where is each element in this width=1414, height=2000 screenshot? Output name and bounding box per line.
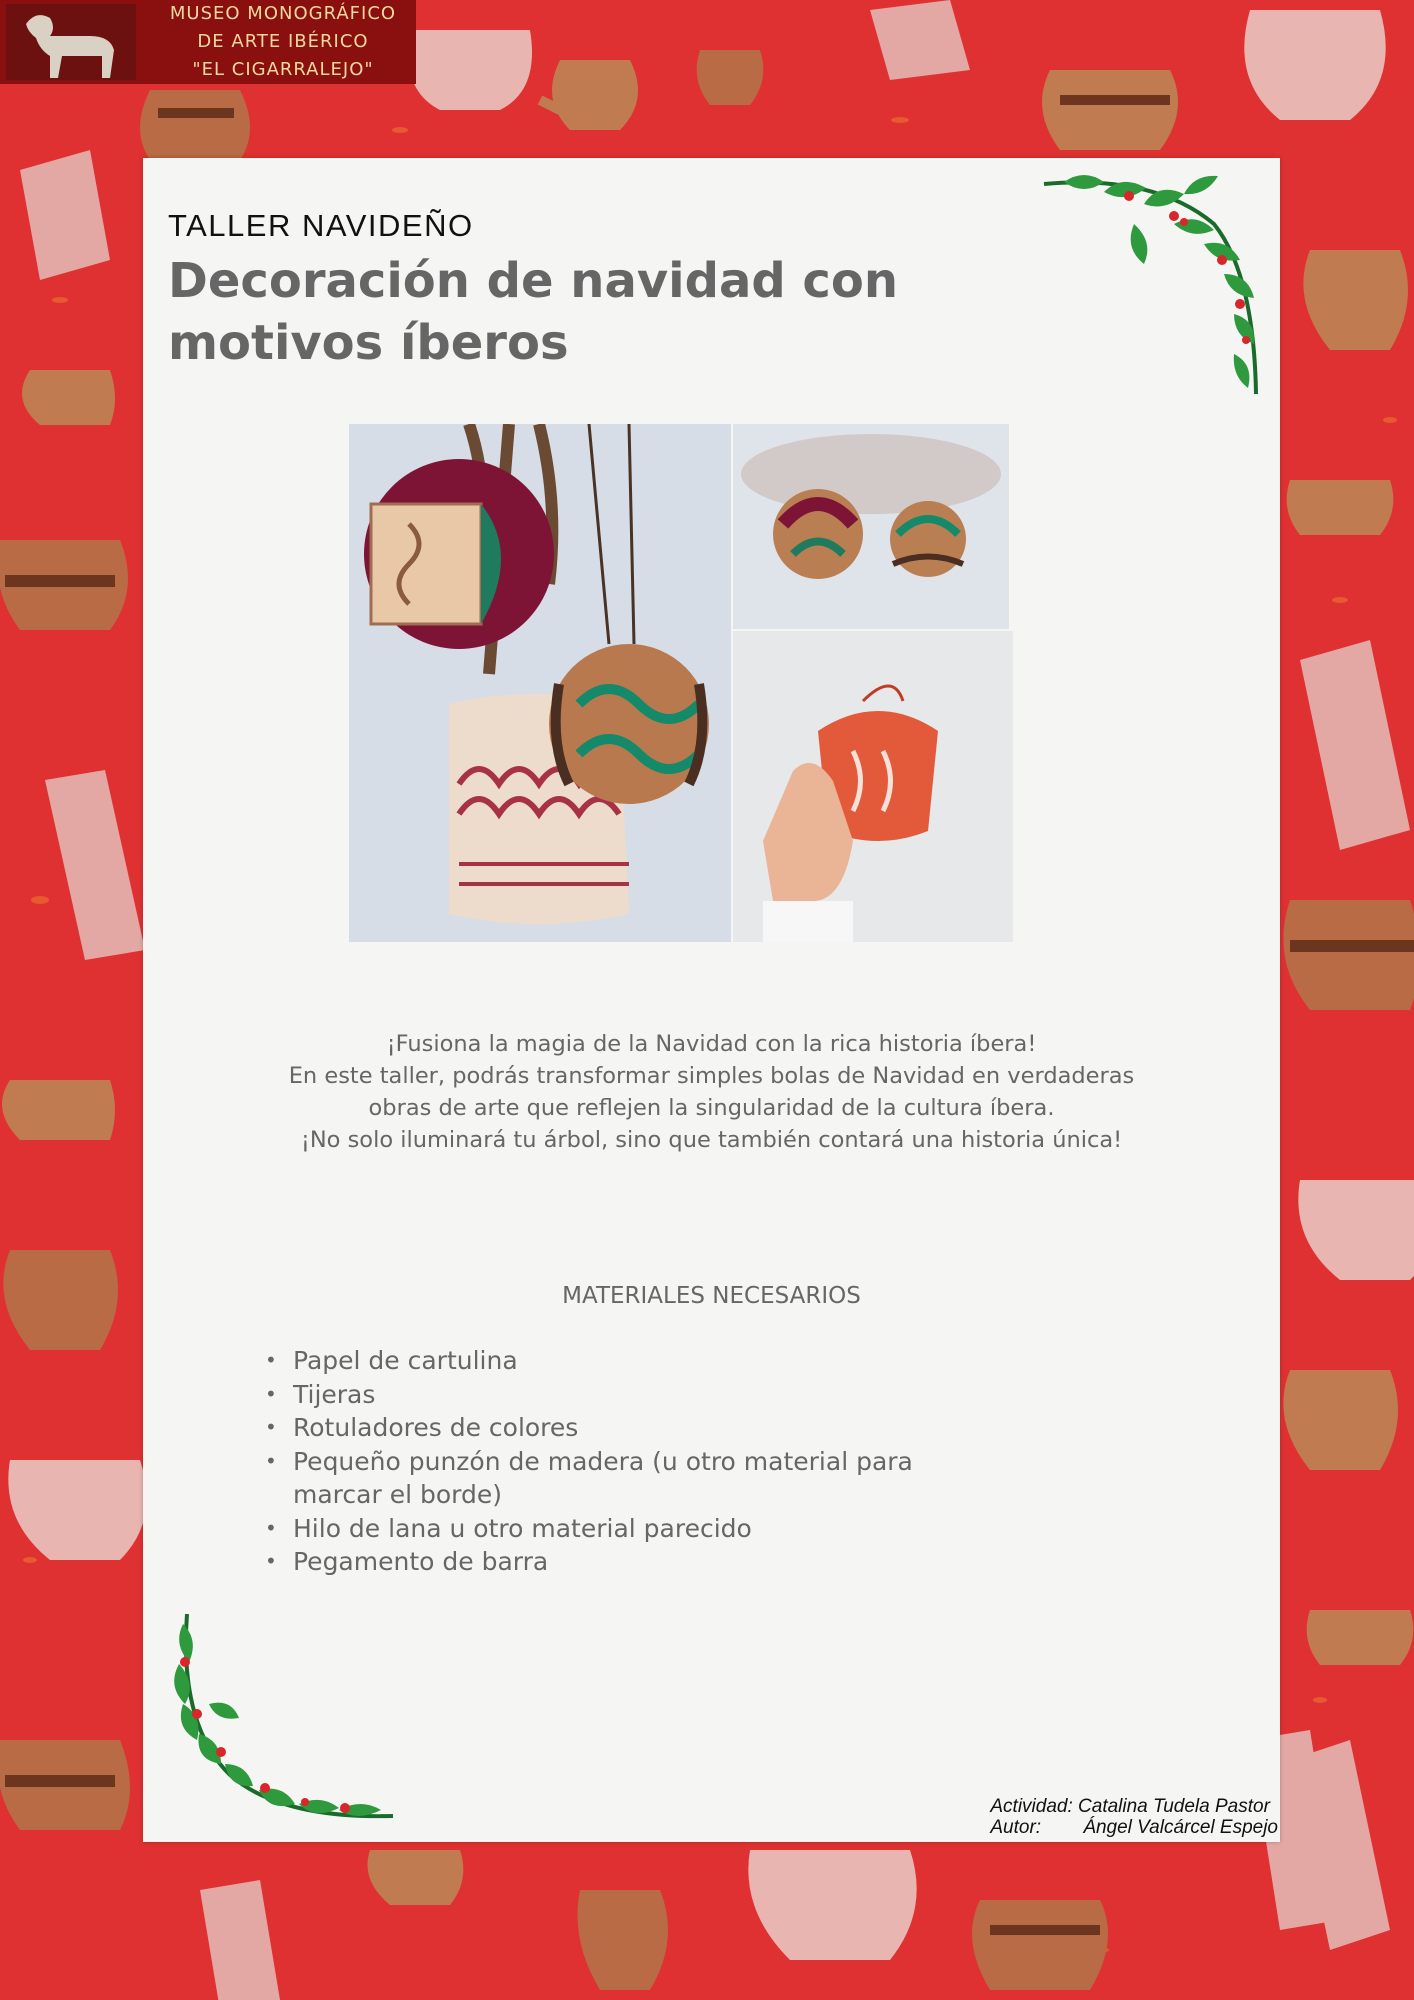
- list-item: • Rotuladores de colores: [293, 1411, 993, 1445]
- ornament-photo-collage: [349, 424, 1013, 942]
- intro-line-2: En este taller, podrás transformar simples bolas de Navidad en verdaderas: [288, 1063, 1135, 1089]
- credits-block: [990, 1796, 1278, 1838]
- workshop-description: [203, 1028, 1220, 1156]
- workshop-title: Decoración de navidad con motivos íberos: [168, 253, 899, 371]
- holly-corner-bottom-left-icon: [169, 1604, 399, 1834]
- museum-logo: [0, 0, 416, 84]
- logo-line-1: MUSEO MONOGRÁFICO: [169, 3, 397, 24]
- list-item: • Hilo de lana u otro material parecido: [293, 1512, 993, 1546]
- materials-heading: MATERIALES NECESARIOS: [562, 1283, 861, 1309]
- logo-line-2: DE ARTE IBÉRICO: [197, 31, 369, 52]
- author-label: Autor:: [990, 1817, 1042, 1838]
- list-item: • Tijeras: [293, 1378, 993, 1412]
- intro-line-3: obras de arte que reflejen la singularidad de la cultura íbera.: [368, 1095, 1055, 1121]
- list-item: • Pequeño punzón de madera (u otro material para marcar el borde): [293, 1445, 993, 1512]
- workshop-kicker: TALLER NAVIDEÑO: [168, 208, 474, 243]
- activity-label: Actividad:: [990, 1796, 1073, 1817]
- horse-sculpture-icon: [6, 4, 136, 80]
- hand-holding-ornament-photo: [733, 631, 1013, 942]
- materials-list: [293, 1344, 993, 1579]
- workshop-flyer: [143, 158, 1280, 1842]
- activity-name: Catalina Tudela Pastor: [1078, 1796, 1270, 1817]
- intro-line-4: ¡No solo iluminará tu árbol, sino que también contará una historia única!: [300, 1127, 1123, 1153]
- intro-line-1: ¡Fusiona la magia de la Navidad con la rica historia íbera!: [386, 1031, 1037, 1057]
- ornaments-on-branch-photo: [349, 424, 731, 942]
- list-item: • Papel de cartulina: [293, 1344, 993, 1378]
- logo-line-3: "EL CIGARRALEJO": [192, 59, 374, 80]
- author-name: Ángel Valcárcel Espejo: [1083, 1817, 1278, 1838]
- holly-corner-top-right-icon: [1034, 164, 1274, 404]
- two-ornaments-photo: [733, 424, 1009, 629]
- list-item: • Pegamento de barra: [293, 1545, 993, 1579]
